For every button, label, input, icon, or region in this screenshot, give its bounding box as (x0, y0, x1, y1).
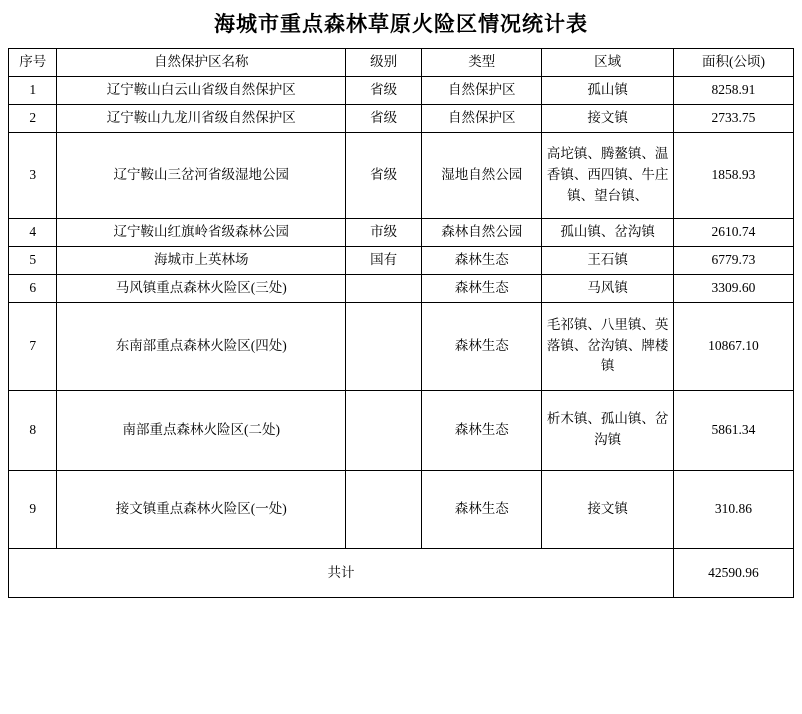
cell-region: 孤山镇、岔沟镇 (542, 218, 674, 246)
cell-region: 析木镇、孤山镇、岔沟镇 (542, 390, 674, 470)
statistics-table (8, 48, 794, 598)
cell-area: 3309.60 (673, 274, 793, 302)
cell-area: 8258.91 (673, 76, 793, 104)
cell-level: 市级 (346, 218, 422, 246)
table-row (9, 104, 794, 132)
table-row (9, 218, 794, 246)
cell-region: 马风镇 (542, 274, 674, 302)
cell-level (346, 470, 422, 548)
cell-name: 南部重点森林火险区(二处) (57, 390, 346, 470)
cell-area: 2610.74 (673, 218, 793, 246)
table-header-row (9, 49, 794, 77)
table-row (9, 246, 794, 274)
cell-level: 国有 (346, 246, 422, 274)
column-header-area: 面积(公顷) (673, 49, 793, 77)
cell-region: 毛祁镇、八里镇、英落镇、岔沟镇、牌楼镇 (542, 302, 674, 390)
cell-level: 省级 (346, 76, 422, 104)
page-title: 海城市重点森林草原火险区情况统计表 (214, 11, 588, 36)
column-header-region: 区域 (542, 49, 674, 77)
table-total-row (9, 548, 794, 598)
cell-index: 9 (9, 470, 57, 548)
cell-area: 5861.34 (673, 390, 793, 470)
cell-region: 接文镇 (542, 104, 674, 132)
table-row (9, 274, 794, 302)
cell-index: 2 (9, 104, 57, 132)
table-row (9, 76, 794, 104)
cell-type: 自然保护区 (422, 104, 542, 132)
cell-region: 王石镇 (542, 246, 674, 274)
cell-name: 马风镇重点森林火险区(三处) (57, 274, 346, 302)
cell-name: 辽宁鞍山三岔河省级湿地公园 (57, 132, 346, 218)
cell-index: 1 (9, 76, 57, 104)
cell-area: 6779.73 (673, 246, 793, 274)
cell-region: 高坨镇、腾鳌镇、温香镇、西四镇、牛庄镇、望台镇、 (542, 132, 674, 218)
cell-level: 省级 (346, 104, 422, 132)
cell-index: 3 (9, 132, 57, 218)
cell-level (346, 302, 422, 390)
cell-index: 8 (9, 390, 57, 470)
column-header-name: 自然保护区名称 (57, 49, 346, 77)
cell-area: 1858.93 (673, 132, 793, 218)
table-row (9, 470, 794, 548)
total-area: 42590.96 (673, 548, 793, 598)
cell-area: 2733.75 (673, 104, 793, 132)
cell-index: 6 (9, 274, 57, 302)
cell-type: 森林生态 (422, 302, 542, 390)
table-row (9, 390, 794, 470)
cell-area: 310.86 (673, 470, 793, 548)
total-label: 共计 (9, 548, 674, 598)
column-header-level: 级别 (346, 49, 422, 77)
cell-type: 湿地自然公园 (422, 132, 542, 218)
cell-type: 自然保护区 (422, 76, 542, 104)
cell-region: 接文镇 (542, 470, 674, 548)
cell-name: 辽宁鞍山白云山省级自然保护区 (57, 76, 346, 104)
cell-index: 7 (9, 302, 57, 390)
cell-name: 海城市上英林场 (57, 246, 346, 274)
cell-level (346, 274, 422, 302)
cell-type: 森林生态 (422, 274, 542, 302)
cell-area: 10867.10 (673, 302, 793, 390)
cell-level (346, 390, 422, 470)
table-row (9, 132, 794, 218)
cell-index: 5 (9, 246, 57, 274)
table-row (9, 302, 794, 390)
column-header-type: 类型 (422, 49, 542, 77)
column-header-index: 序号 (9, 49, 57, 77)
cell-name: 辽宁鞍山红旗岭省级森林公园 (57, 218, 346, 246)
cell-name: 接文镇重点森林火险区(一处) (57, 470, 346, 548)
cell-level: 省级 (346, 132, 422, 218)
cell-name: 东南部重点森林火险区(四处) (57, 302, 346, 390)
cell-region: 孤山镇 (542, 76, 674, 104)
cell-index: 4 (9, 218, 57, 246)
cell-type: 森林生态 (422, 390, 542, 470)
cell-type: 森林生态 (422, 246, 542, 274)
cell-name: 辽宁鞍山九龙川省级自然保护区 (57, 104, 346, 132)
cell-type: 森林自然公园 (422, 218, 542, 246)
cell-type: 森林生态 (422, 470, 542, 548)
